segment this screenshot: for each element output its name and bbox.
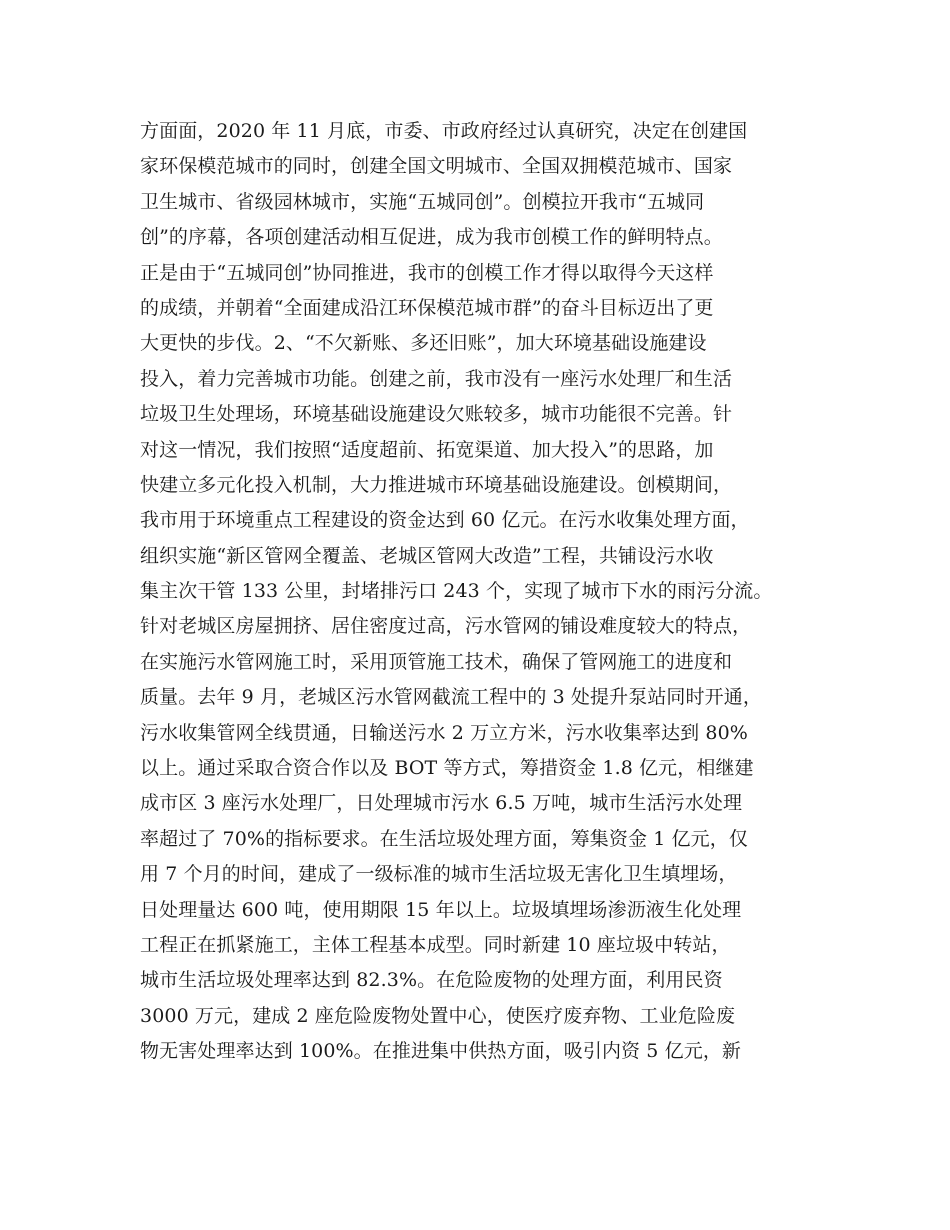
text-line: 以上。通过采取合资合作以及 BOT 等方式，筹措资金 1.8 亿元，相继建 [140, 757, 754, 780]
text-line: 的成绩，并朝着“全面建成沿江环保模范城市群”的奋斗目标迈出了更 [140, 296, 714, 319]
text-line: 家环保模范城市的同时，创建全国文明城市、全国双拥模范城市、国家 [140, 155, 733, 178]
text-line: 方面面，2020 年 11 月底，市委、市政府经过认真研究，决定在创建国 [140, 120, 748, 142]
text-line: 我市用于环境重点工程建设的资金达到 60 亿元。在污水收集处理方面， [140, 509, 750, 532]
text-line: 质量。去年 9 月，老城区污水管网截流工程中的 3 处提升泵站同时开通， [140, 686, 762, 709]
text-line: 垃圾卫生处理场，环境基础设施建设欠账较多，城市功能很不完善。针 [140, 403, 733, 426]
text-line: 卫生城市、省级园林城市，实施“五城同创”。创模拉开我市“五城同 [140, 190, 705, 213]
text-line: 工程正在抓紧施工，主体工程基本成型。同时新建 10 座垃圾中转站， [140, 933, 731, 956]
text-line: 针对老城区房屋拥挤、居住密度过高，污水管网的铺设难度较大的特点， [140, 615, 752, 638]
text-line: 日处理量达 600 吨，使用期限 15 年以上。垃圾填埋场渗沥液生化处理 [140, 898, 742, 921]
text-line: 快建立多元化投入机制，大力推进城市环境基础设施建设。创模期间， [140, 473, 733, 496]
text-line: 投入，着力完善城市功能。创建之前，我市没有一座污水处理厂和生活 [140, 367, 733, 390]
text-line: 正是由于“五城同创”协同推进，我市的创模工作才得以取得今天这样 [140, 261, 714, 284]
text-line: 率超过了 70%的指标要求。在生活垃圾处理方面，筹集资金 1 亿元，仅 [140, 827, 748, 850]
text-line: 集主次干管 133 公里，封堵排污口 243 个，实现了城市下水的雨污分流。 [140, 580, 773, 603]
text-line: 城市生活垃圾处理率达到 82.3%。在危险废物的处理方面，利用民资 [140, 969, 723, 992]
text-line: 3000 万元，建成 2 座危险废物处置中心，使医疗废弃物、工业危险废 [140, 1004, 736, 1027]
text-line: 污水收集管网全线贯通，日输送污水 2 万立方米，污水收集率达到 80% [140, 721, 748, 744]
text-line: 对这一情况，我们按照“适度超前、拓宽渠道、加大投入”的思路，加 [140, 438, 714, 461]
text-line: 大更快的步伐。2、“不欠新账、多还旧账”，加大环境基础设施建设 [140, 332, 707, 355]
text-line: 创”的序幕，各项创建活动相互促进，成为我市创模工作的鲜明特点。 [140, 226, 723, 249]
text-line: 用 7 个月的时间，建成了一级标准的城市生活垃圾无害化卫生填埋场， [140, 863, 738, 886]
body-text [140, 114, 830, 1070]
text-line: 物无害处理率达到 100%。在推进集中供热方面，吸引内资 5 亿元，新 [140, 1040, 742, 1063]
text-line: 在实施污水管网施工时，采用顶管施工技术，确保了管网施工的进度和 [140, 650, 733, 673]
text-line: 组织实施“新区管网全覆盖、老城区管网大改造”工程，共铺设污水收 [140, 544, 714, 567]
text-line: 成市区 3 座污水处理厂，日处理城市污水 6.5 万吨，城市生活污水处理 [140, 792, 743, 815]
